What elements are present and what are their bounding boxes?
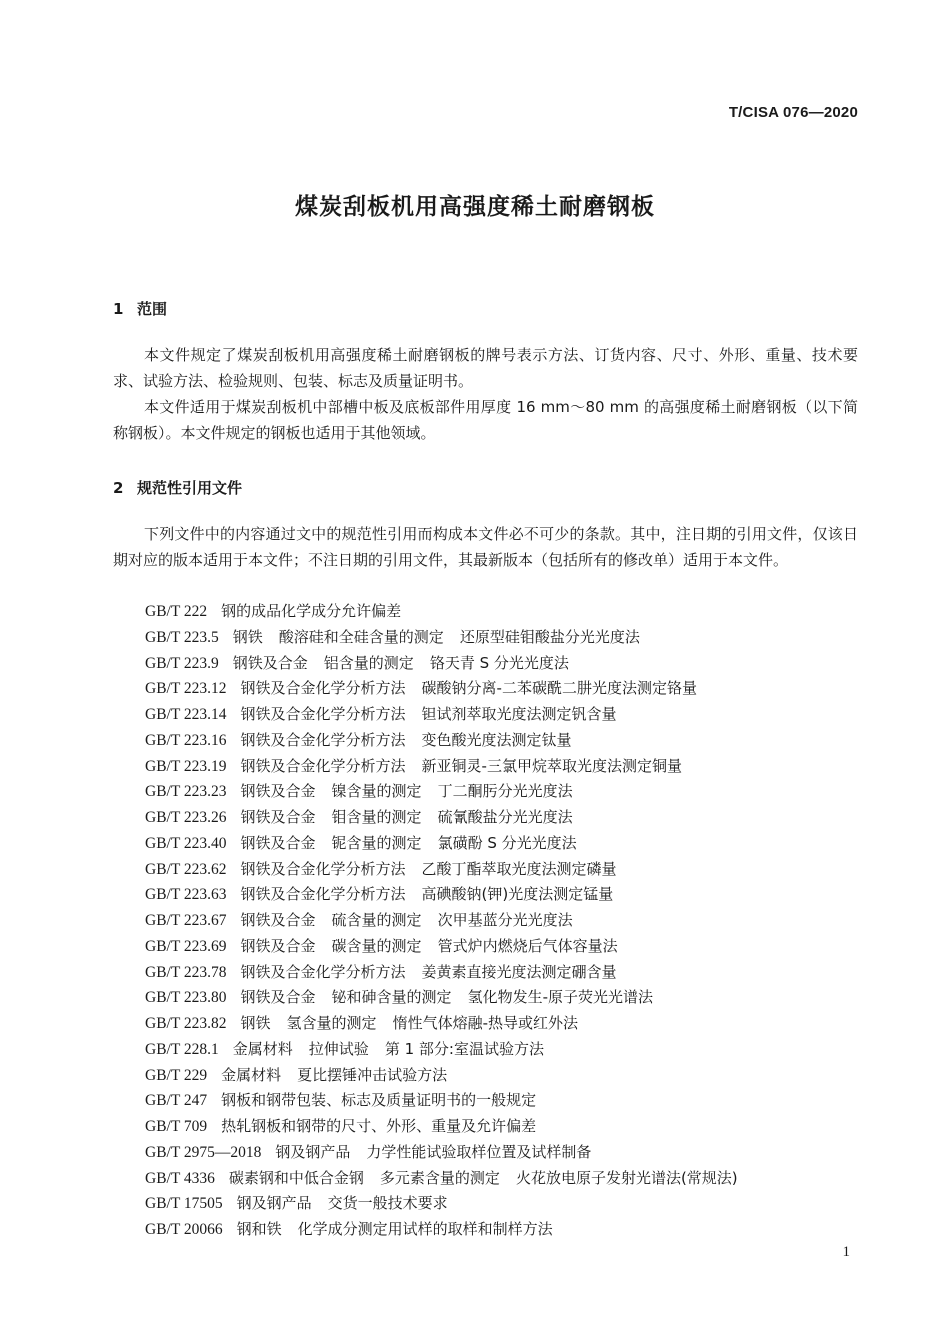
reference-item bbox=[145, 805, 738, 831]
reference-item bbox=[145, 831, 738, 857]
document-code: T/CISA 076—2020 bbox=[728, 104, 858, 121]
reference-code: GB/T 17505 bbox=[145, 1195, 223, 1213]
reference-code: GB/T 223.23 bbox=[145, 783, 227, 801]
reference-code: GB/T 223.9 bbox=[145, 654, 219, 672]
reference-item bbox=[145, 676, 738, 702]
reference-code: GB/T 223.78 bbox=[145, 963, 227, 981]
document-title: 煤炭刮板机用高强度稀土耐磨钢板 bbox=[295, 194, 655, 220]
reference-code: GB/T 223.63 bbox=[145, 886, 227, 904]
reference-title-part: 硫氰酸盐分光光度法 bbox=[437, 808, 573, 826]
reference-title-part: 高碘酸钠(钾)光度法测定锰量 bbox=[421, 885, 614, 904]
reference-code: GB/T 223.26 bbox=[145, 809, 227, 826]
reference-code: GB/T 223.40 bbox=[145, 834, 227, 852]
section-1-heading bbox=[113, 298, 167, 319]
reference-title-part: 钢铁及合金化学分析方法 bbox=[240, 885, 406, 904]
section-1-title: 范围 bbox=[137, 300, 168, 318]
reference-title-part: 拉伸试验 bbox=[308, 1039, 369, 1058]
reference-title-part: 姜黄素直接光度法测定硼含量 bbox=[421, 962, 617, 981]
section-2-number: 2 bbox=[113, 479, 124, 497]
reference-title-part: 氯磺酚 S 分光光度法 bbox=[437, 833, 577, 852]
reference-title-part: 钢铁及合金化学分析方法 bbox=[240, 730, 406, 749]
reference-title-part: 钢铁及合金化学分析方法 bbox=[240, 679, 406, 698]
reference-item bbox=[145, 1166, 738, 1192]
reference-item bbox=[145, 1088, 738, 1114]
reference-item bbox=[145, 1191, 738, 1217]
section-2-heading bbox=[113, 477, 242, 498]
reference-title-part: 化学成分测定用试样的取样和制样方法 bbox=[297, 1220, 553, 1238]
reference-code: GB/T 223.62 bbox=[145, 860, 227, 878]
reference-title-part: 钢板和钢带包装、标志及质量证明书的一般规定 bbox=[221, 1091, 537, 1110]
reference-title-part: 钢及钢产品 bbox=[236, 1194, 312, 1213]
reference-title-part: 丁二酮肟分光光度法 bbox=[437, 782, 573, 801]
reference-title-part: 硫含量的测定 bbox=[331, 911, 422, 929]
reference-title-part: 钢铁及合金 bbox=[240, 988, 316, 1007]
scope-paragraph-1: 本文件规定了煤炭刮板机用高强度稀土耐磨钢板的牌号表示方法、订货内容、尺寸、外形、重量、技术要求、试验方法、检验规则、包装、标志及质量证明书。 bbox=[113, 346, 858, 390]
reference-title-part: 氢含量的测定 bbox=[286, 1014, 377, 1032]
normative-references-intro: 下列文件中的内容通过文中的规范性引用而构成本文件必不可少的条款。其中，注日期的引用文件，仅该日期对应的版本适用于本文件；不注日期的引用文件，其最新版本（包括所有的修改单）适用于本文件。 bbox=[113, 525, 858, 569]
reference-title-part: 钢铁及合金 bbox=[240, 911, 316, 929]
reference-title-part: 钢的成品化学成分允许偏差 bbox=[221, 602, 402, 620]
reference-item bbox=[145, 779, 738, 805]
reference-list bbox=[145, 599, 738, 1243]
reference-code: GB/T 229 bbox=[145, 1066, 208, 1084]
reference-title-part: 钢铁及合金化学分析方法 bbox=[240, 756, 406, 775]
reference-title-part: 碳素钢和中低合金钢 bbox=[228, 1168, 364, 1187]
reference-title-part: 钢和铁 bbox=[236, 1220, 282, 1238]
reference-title-part: 惰性气体熔融-热导或红外法 bbox=[392, 1014, 578, 1032]
reference-title-part: 交货一般技术要求 bbox=[327, 1194, 448, 1213]
reference-item bbox=[145, 934, 738, 960]
reference-code: GB/T 223.80 bbox=[145, 989, 227, 1007]
reference-title-part: 热轧钢板和钢带的尺寸、外形、重量及允许偏差 bbox=[221, 1117, 537, 1135]
scope-paragraph-2: 本文件适用于煤炭刮板机中部槽中板及底板部件用厚度 16 mm～80 mm 的高强度稀土耐磨钢板（以下简称钢板）。本文件规定的钢板也适用于其他领域。 bbox=[113, 398, 858, 442]
reference-title-part: 多元素含量的测定 bbox=[379, 1168, 500, 1187]
reference-item bbox=[145, 1114, 738, 1140]
reference-title-part: 碳含量的测定 bbox=[331, 936, 422, 955]
reference-item bbox=[145, 1037, 738, 1063]
reference-title-part: 碳酸钠分离-二苯碳酰二肼光度法测定铬量 bbox=[421, 679, 697, 698]
reference-item bbox=[145, 651, 738, 677]
reference-title-part: 钢铁及合金 bbox=[232, 653, 308, 672]
reference-title-part: 钢及钢产品 bbox=[275, 1142, 351, 1161]
reference-item bbox=[145, 728, 738, 754]
reference-title-part: 酸溶硅和全硅含量的测定 bbox=[278, 627, 444, 646]
reference-title-part: 第 1 部分:室温试验方法 bbox=[384, 1039, 544, 1058]
reference-title-part: 力学性能试验取样位置及试样制备 bbox=[366, 1142, 592, 1161]
reference-item bbox=[145, 908, 738, 934]
reference-code: GB/T 223.5 bbox=[145, 628, 219, 646]
reference-title-part: 新亚铜灵-三氯甲烷萃取光度法测定铜量 bbox=[421, 756, 682, 775]
reference-title-part: 钢铁及合金 bbox=[240, 782, 316, 801]
reference-title-part: 钢铁及合金 bbox=[240, 833, 316, 852]
reference-code: GB/T 228.1 bbox=[145, 1040, 219, 1058]
reference-title-part: 镍含量的测定 bbox=[331, 782, 422, 801]
reference-title-part: 钢铁 bbox=[232, 627, 263, 646]
reference-item bbox=[145, 702, 738, 728]
reference-code: GB/T 223.14 bbox=[145, 706, 227, 723]
reference-item bbox=[145, 857, 738, 883]
reference-title-part: 还原型硅钼酸盐分光光度法 bbox=[459, 627, 640, 646]
reference-item bbox=[145, 1217, 738, 1243]
reference-title-part: 管式炉内燃烧后气体容量法 bbox=[437, 936, 618, 955]
reference-title-part: 夏比摆锤冲击试验方法 bbox=[297, 1065, 448, 1084]
reference-code: GB/T 223.69 bbox=[145, 937, 227, 955]
reference-title-part: 钢铁 bbox=[240, 1014, 271, 1032]
reference-code: GB/T 4336 bbox=[145, 1169, 215, 1187]
section-1-number: 1 bbox=[113, 300, 124, 318]
reference-title-part: 钢铁及合金 bbox=[240, 808, 316, 826]
reference-code: GB/T 709 bbox=[145, 1118, 208, 1135]
reference-item bbox=[145, 882, 738, 908]
reference-title-part: 钢铁及合金 bbox=[240, 936, 316, 955]
reference-title-part: 铌含量的测定 bbox=[331, 833, 422, 852]
reference-title-part: 氢化物发生-原子荧光光谱法 bbox=[467, 988, 653, 1007]
reference-code: GB/T 222 bbox=[145, 603, 208, 620]
reference-title-part: 铋和砷含量的测定 bbox=[331, 988, 452, 1007]
reference-code: GB/T 223.16 bbox=[145, 731, 227, 749]
reference-item bbox=[145, 1011, 738, 1037]
section-2-title: 规范性引用文件 bbox=[137, 479, 243, 497]
reference-item bbox=[145, 1140, 738, 1166]
reference-item bbox=[145, 625, 738, 651]
reference-title-part: 金属材料 bbox=[232, 1039, 293, 1058]
reference-title-part: 次甲基蓝分光光度法 bbox=[437, 911, 573, 929]
reference-code: GB/T 20066 bbox=[145, 1221, 223, 1238]
reference-code: GB/T 223.82 bbox=[145, 1015, 227, 1032]
page-number: 1 bbox=[842, 1244, 850, 1260]
reference-title-part: 铝含量的测定 bbox=[323, 653, 414, 672]
reference-item bbox=[145, 1063, 738, 1089]
reference-title-part: 火花放电原子发射光谱法(常规法) bbox=[515, 1168, 738, 1187]
reference-title-part: 铬天青 S 分光光度法 bbox=[429, 653, 569, 672]
reference-item bbox=[145, 599, 738, 625]
reference-title-part: 钢铁及合金化学分析方法 bbox=[240, 705, 406, 723]
reference-code: GB/T 223.67 bbox=[145, 912, 227, 929]
reference-title-part: 钽试剂萃取光度法测定钒含量 bbox=[421, 705, 617, 723]
reference-title-part: 乙酸丁酯萃取光度法测定磷量 bbox=[421, 859, 617, 878]
reference-item bbox=[145, 754, 738, 780]
reference-code: GB/T 2975—2018 bbox=[145, 1143, 262, 1161]
reference-item bbox=[145, 985, 738, 1011]
reference-title-part: 钢铁及合金化学分析方法 bbox=[240, 962, 406, 981]
reference-title-part: 金属材料 bbox=[221, 1065, 282, 1084]
reference-item bbox=[145, 960, 738, 986]
reference-code: GB/T 223.12 bbox=[145, 680, 227, 698]
reference-title-part: 钼含量的测定 bbox=[331, 808, 422, 826]
reference-title-part: 变色酸光度法测定钛量 bbox=[421, 730, 572, 749]
reference-code: GB/T 247 bbox=[145, 1092, 208, 1110]
reference-title-part: 钢铁及合金化学分析方法 bbox=[240, 859, 406, 878]
reference-code: GB/T 223.19 bbox=[145, 757, 227, 775]
